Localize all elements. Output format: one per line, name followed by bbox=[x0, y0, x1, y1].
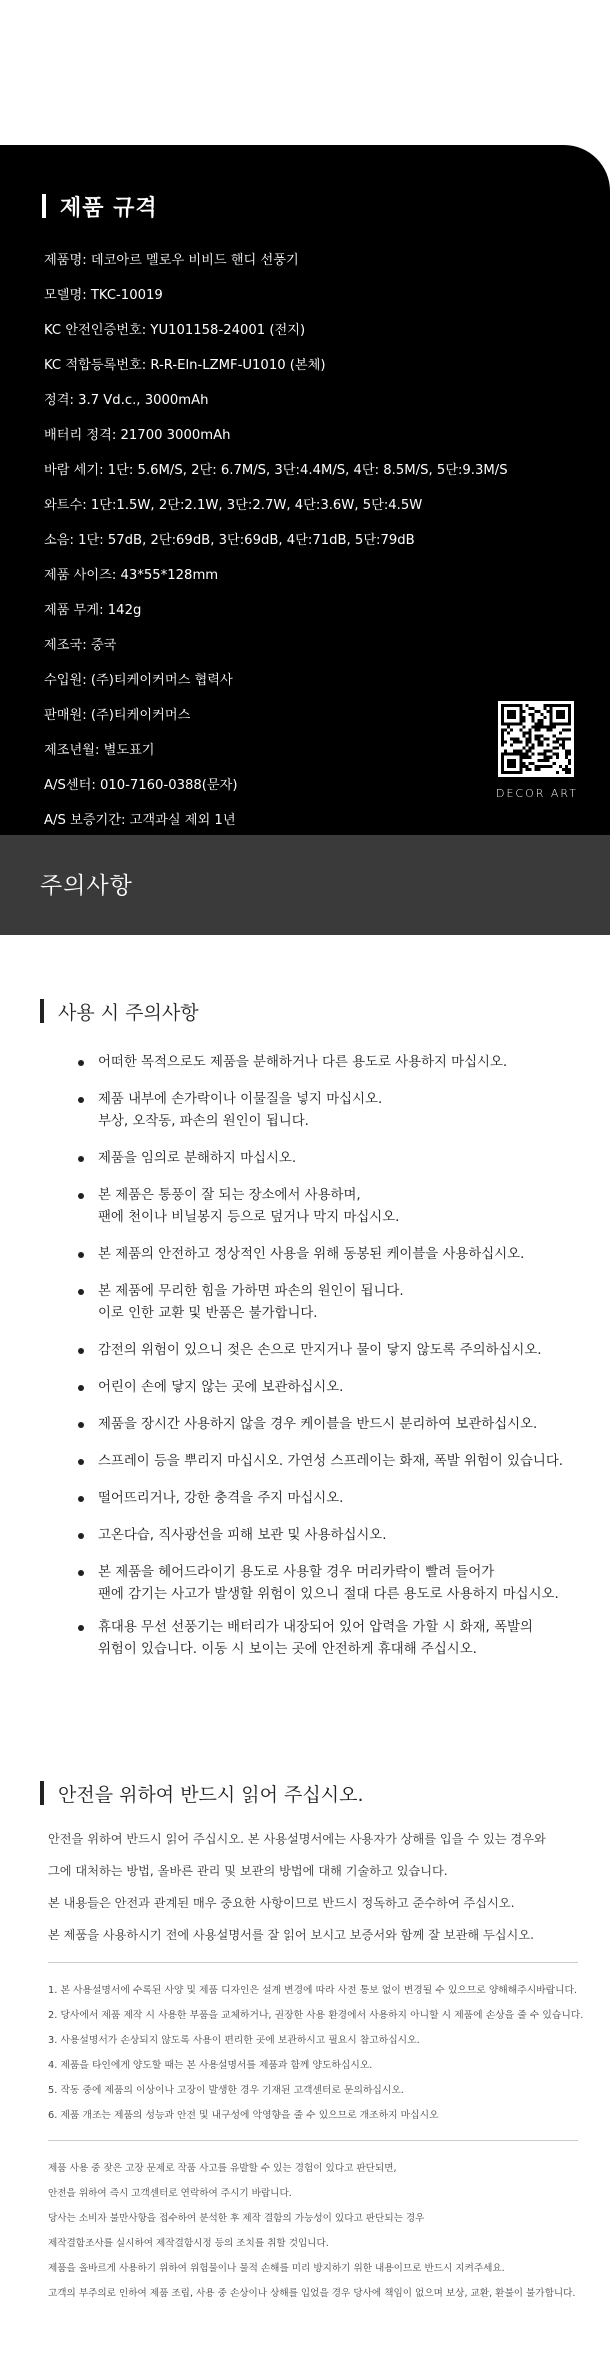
caution-text: 고온다습, 직사광선을 피해 보관 및 사용하십시오. bbox=[98, 1528, 387, 1543]
heading-bar bbox=[40, 999, 44, 1023]
footer-line: 안전을 위하여 즉시 고객센터로 연락하여 주시기 바랍니다. bbox=[48, 2188, 292, 2199]
caution-text: 본 제품은 통풍이 잘 되는 장소에서 사용하며, bbox=[98, 1188, 361, 1203]
note-item: 4. 제품을 타인에게 양도할 때는 본 사용설명서를 제품과 함께 양도하십시오. bbox=[48, 2060, 373, 2071]
safety-notes bbox=[48, 1984, 583, 2134]
safety-footer bbox=[48, 2162, 575, 2312]
caution-text: 어린이 손에 닿지 않는 곳에 보관하십시오. bbox=[98, 1380, 344, 1395]
usage-caution-item bbox=[70, 1244, 590, 1266]
intro-line: 그에 대처하는 방법, 올바른 관리 및 보관의 방법에 대해 기술하고 있습니다. bbox=[48, 1864, 448, 1878]
footer-line: 당사는 소비자 불만사항을 접수하여 분석한 후 제작 결함의 가능성이 있다고 판단되는 경우 bbox=[48, 2213, 425, 2224]
spec-item: 모델명: TKC-10019 bbox=[44, 288, 163, 303]
usage-caution-item bbox=[70, 1148, 590, 1170]
note-item: 2. 당사에서 제품 제작 시 사용한 부품을 교체하거나, 권장한 사용 환경에서 사용하지 아니할 시 제품에 손상을 줄 수 있습니다. bbox=[48, 2010, 584, 2021]
divider bbox=[48, 2140, 578, 2141]
note-item: 3. 사용설명서가 손상되지 않도록 사용이 편리한 곳에 보관하시고 필요시 참고하십시오. bbox=[48, 2035, 420, 2046]
caution-band bbox=[0, 835, 610, 935]
spec-title: 제품 규격 bbox=[60, 195, 158, 221]
usage-caution-item bbox=[70, 1340, 590, 1362]
spec-item: 판매원: (주)티케이커머스 bbox=[44, 708, 191, 723]
spec-item: 제품 무게: 142g bbox=[44, 603, 142, 618]
intro-line: 안전을 위하여 반드시 읽어 주십시오. 본 사용설명서에는 사용자가 상해를 입을 수 있는 경우와 bbox=[48, 1832, 546, 1846]
usage-caution-item bbox=[70, 1052, 590, 1074]
spec-item: 제품명: 데코아르 멜로우 비비드 핸디 선풍기 bbox=[44, 253, 299, 268]
spec-item: 배터리 정격: 21700 3000mAh bbox=[44, 428, 231, 443]
spec-item: 소음: 1단: 57dB, 2단:69dB, 3단:69dB, 4단:71dB, 5단:79dB bbox=[44, 533, 415, 548]
usage-caution-item bbox=[70, 1281, 590, 1325]
footer-line: 제작결함조사를 실시하여 제작결함시정 등의 조치를 취할 것입니다. bbox=[48, 2238, 329, 2249]
spec-item: 제품 사이즈: 43*55*128mm bbox=[44, 568, 219, 583]
caution-text: 어떠한 목적으로도 제품을 분해하거나 다른 용도로 사용하지 마십시오. bbox=[98, 1055, 508, 1070]
spec-item: 제조국: 중국 bbox=[44, 638, 117, 653]
safety-intro bbox=[48, 1830, 546, 1958]
usage-caution-item bbox=[70, 1451, 590, 1473]
footer-line: 제품 사용 중 잦은 고장 문제로 작품 사고를 유발할 수 있는 경험이 있다고 판단되면, bbox=[48, 2163, 397, 2174]
note-item: 6. 제품 개조는 제품의 성능과 안전 및 내구성에 악영향을 줄 수 있으므로 개조하지 마십시오 bbox=[48, 2110, 439, 2121]
spec-item: 제조년월: 별도표기 bbox=[44, 743, 155, 758]
spec-item: 수입원: (주)티케이커머스 협력사 bbox=[44, 673, 233, 688]
caution-text: 본 제품을 헤어드라이기 용도로 사용할 경우 머리카락이 빨려 들어가 bbox=[98, 1565, 495, 1580]
caution-title: 주의사항 bbox=[40, 873, 133, 899]
caution-text: 팬에 천이나 비닐봉지 등으로 덮거나 막지 마십시오. bbox=[98, 1210, 400, 1225]
intro-line: 본 제품을 사용하시기 전에 사용설명서를 잘 읽어 보시고 보증서와 함께 잘 보관해 두십시오. bbox=[48, 1928, 534, 1942]
caution-text: 감전의 위험이 있으니 젖은 손으로 만지거나 물이 닿지 않도록 주의하십시오. bbox=[98, 1343, 542, 1358]
heading-bar bbox=[40, 1781, 44, 1805]
brand-logo: DECOR ART bbox=[496, 787, 578, 800]
usage-caution-item bbox=[70, 1525, 590, 1547]
caution-text: 제품을 장시간 사용하지 않을 경우 케이블을 반드시 분리하여 보관하십시오. bbox=[98, 1417, 538, 1432]
caution-text: 스프레이 등을 뿌리지 마십시오. 가연성 스프레이는 화재, 폭발 위험이 있습니다. bbox=[98, 1454, 564, 1469]
caution-text: 팬에 감기는 사고가 발생할 위험이 있으니 절대 다른 용도로 사용하지 마십시오. bbox=[98, 1587, 559, 1602]
caution-text: 본 제품에 무리한 힘을 가하면 파손의 원인이 됩니다. bbox=[98, 1284, 404, 1299]
spec-item: A/S센터: 010-7160-0388(문자) bbox=[44, 778, 238, 793]
caution-text: 휴대용 무선 선풍기는 배터리가 내장되어 있어 압력을 가할 시 화재, 폭발의 bbox=[98, 1620, 533, 1635]
caution-text: 본 제품의 안전하고 정상적인 사용을 위해 동봉된 케이블을 사용하십시오. bbox=[98, 1247, 525, 1262]
divider bbox=[48, 1962, 578, 1963]
usage-caution-item bbox=[70, 1562, 590, 1606]
footer-line: 제품을 올바르게 사용하기 위하여 위험물이나 물적 손해를 미리 방지하기 위한 내용이므로 반드시 지켜주세요. bbox=[48, 2263, 505, 2274]
spec-item: 정격: 3.7 Vd.c., 3000mAh bbox=[44, 393, 209, 408]
spec-item: 바람 세기: 1단: 5.6M/S, 2단: 6.7M/S, 3단:4.4M/S, 4단: 8.5M/S, 5단:9.3M/S bbox=[44, 463, 508, 478]
usage-caution-item bbox=[70, 1089, 590, 1133]
note-item: 5. 작동 중에 제품의 이상이나 고장이 발생한 경우 기재된 고객센터로 문의하십시오. bbox=[48, 2085, 404, 2096]
note-item: 1. 본 사용설명서에 수록된 사양 및 제품 디자인은 설계 변경에 따라 사전 통보 없이 변경될 수 있으므로 양해해주시바랍니다. bbox=[48, 1985, 578, 1996]
intro-line: 본 내용들은 안전과 관계된 매우 중요한 사항이므로 반드시 정독하고 준수하여 주십시오. bbox=[48, 1896, 515, 1910]
footer-line: 고객의 부주의로 인하여 제품 조립, 사용 중 손상이나 상해를 입었을 경우 당사에 책임이 없으며 보상, 교환, 환불이 불가합니다. bbox=[48, 2288, 576, 2299]
usage-title: 사용 시 주의사항 bbox=[58, 1001, 199, 1024]
spec-item: KC 적합등록번호: R-R-Eln-LZMF-U1010 (본체) bbox=[44, 358, 326, 373]
usage-caution-item bbox=[70, 1377, 590, 1399]
spec-item: KC 안전인증번호: YU101158-24001 (전지) bbox=[44, 323, 306, 338]
spec-list bbox=[44, 243, 508, 838]
usage-heading bbox=[40, 998, 199, 1024]
usage-caution-item bbox=[70, 1414, 590, 1436]
caution-text: 위험이 있습니다. 이동 시 보이는 곳에 안전하게 휴대해 주십시오. bbox=[98, 1642, 477, 1657]
usage-caution-list bbox=[70, 1052, 590, 1661]
safety-title: 안전을 위하여 반드시 읽어 주십시오. bbox=[58, 1783, 364, 1806]
caution-text: 제품을 임의로 분해하지 마십시오. bbox=[98, 1151, 297, 1166]
heading-bar bbox=[42, 194, 46, 218]
spec-item: A/S 보증기간: 고객과실 제외 1년 bbox=[44, 813, 236, 828]
caution-text: 제품 내부에 손가락이나 이물질을 넣지 마십시오. bbox=[98, 1092, 383, 1107]
caution-text: 부상, 오작동, 파손의 원인이 됩니다. bbox=[98, 1114, 309, 1129]
caution-text: 떨어뜨리거나, 강한 충격을 주지 마십시오. bbox=[98, 1491, 344, 1506]
usage-caution-item bbox=[70, 1488, 590, 1510]
spec-item: 와트수: 1단:1.5W, 2단:2.1W, 3단:2.7W, 4단:3.6W, 5단:4.5W bbox=[44, 498, 423, 513]
safety-heading bbox=[40, 1780, 364, 1806]
usage-caution-item bbox=[70, 1617, 590, 1661]
usage-caution-item bbox=[70, 1185, 590, 1229]
qr-code-icon[interactable] bbox=[498, 701, 574, 777]
spec-heading bbox=[42, 192, 158, 220]
caution-text: 이로 인한 교환 및 반품은 불가합니다. bbox=[98, 1306, 318, 1321]
spec-panel bbox=[0, 145, 610, 835]
